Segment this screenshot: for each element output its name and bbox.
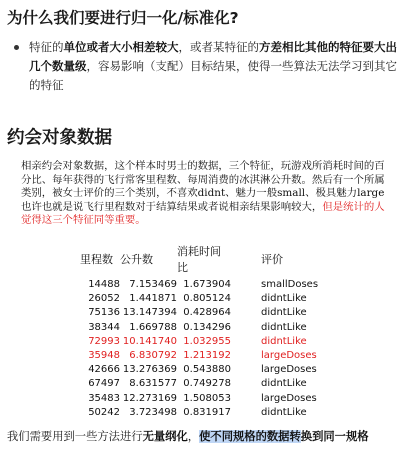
- table-cell: didntLike: [261, 406, 307, 418]
- header-rating: 评价: [261, 253, 283, 266]
- table-cell: 42666: [88, 364, 120, 376]
- dating-data-paragraph: [21, 160, 391, 228]
- table-cell: largeDoses: [261, 364, 317, 376]
- table-row: [80, 349, 341, 363]
- table-cell: 10.141740: [122, 335, 177, 347]
- footer-bold: 无量纲化: [142, 430, 188, 443]
- footer-pre: 我们需要用到一些方法进行: [7, 430, 143, 443]
- table-cell: didntLike: [261, 293, 307, 305]
- table-cell: 0.831917: [183, 406, 231, 418]
- table-cell: didntLike: [261, 321, 307, 333]
- table-cell: 0.543880: [183, 364, 231, 376]
- footer-sep: ，: [187, 430, 200, 443]
- table-cell: 1.673904: [183, 279, 231, 290]
- header-mileage: 里程数: [80, 253, 113, 266]
- table-cell: 0.805124: [183, 293, 231, 305]
- bullet-item: [14, 38, 406, 95]
- table-row: [80, 292, 341, 306]
- table-cell: 1.508053: [183, 392, 231, 404]
- table-cell: 12.273169: [122, 392, 177, 404]
- table-cell: 13.276369: [122, 364, 177, 376]
- table-cell: 1.213192: [183, 350, 231, 362]
- table-cell: didntLike: [261, 307, 307, 319]
- table-row: [80, 335, 341, 349]
- table-cell: largeDoses: [261, 392, 317, 404]
- dating-data-table: [80, 243, 341, 420]
- table-cell: 6.830792: [129, 350, 177, 362]
- table-row: [80, 306, 341, 320]
- bullet-text-pre: 特征的: [29, 40, 64, 54]
- bullet-text: [29, 38, 406, 95]
- table-cell: 0.428964: [183, 307, 231, 319]
- bullet-dot-icon: [14, 45, 19, 50]
- table-cell: 0.134296: [183, 321, 231, 333]
- bullet-text-mid: ，或者某特征的: [178, 40, 259, 54]
- table-row: [80, 406, 341, 420]
- table-cell: 1.032955: [183, 335, 231, 347]
- header-liters: 公升数: [120, 253, 153, 266]
- table-header-row: [80, 243, 341, 278]
- table-cell: 35483: [88, 392, 120, 404]
- table-row: [80, 392, 341, 406]
- table-row: [80, 321, 341, 335]
- footer-highlight[interactable]: 使不同规格的数据转: [199, 430, 301, 443]
- table-cell: 1.441871: [129, 293, 177, 305]
- table-cell: 67497: [88, 378, 120, 390]
- section-heading-normalization: 为什么我们要进行归一化/标准化?: [7, 9, 239, 27]
- table-cell: 26052: [88, 293, 120, 305]
- table-cell: 14488: [88, 279, 120, 290]
- bullet-bold-units: 单位或者大小相差较大: [63, 40, 179, 54]
- table-cell: 38344: [88, 321, 120, 333]
- table-cell: didntLike: [261, 335, 307, 347]
- table-cell: 75136: [88, 307, 120, 319]
- table-row: [80, 377, 341, 391]
- table-cell: largeDoses: [261, 350, 317, 362]
- table-cell: 1.669788: [129, 321, 177, 333]
- paragraph-red-note: 但是统计的人觉得这三个特征同等重要。: [21, 200, 385, 226]
- table-row: [80, 278, 341, 292]
- table-cell: didntLike: [261, 378, 307, 390]
- table-cell: 7.153469: [129, 279, 177, 290]
- table-cell: 0.749278: [183, 378, 231, 390]
- bullet-bold-variance: 方差相比其他的特征要大出几个数量级: [29, 40, 397, 73]
- table-cell: 3.723498: [129, 406, 177, 418]
- table-cell: 13.147394: [122, 307, 177, 319]
- header-time-ratio: 消耗时间比: [177, 245, 221, 274]
- footer-text: [7, 428, 407, 444]
- bullet-text-post: ，容易影响（支配）目标结果，使得一些算法无法学习到其它的特征: [29, 59, 397, 92]
- paragraph-text: 相亲约会对象数据，这个样本时男士的数据，三个特征，玩游戏所消耗时间的百分比、每年获得的飞行常客里程数、每周消费的冰淇淋公升数。然后有一个所属类别，被女士评价的三个类别，不喜欢didnt、魅力一般small、极具魅力large也许也就是说飞行里程数对于结算结果或者说相亲结果影响较大，: [21, 160, 385, 213]
- section-heading-dating-data: 约会对象数据: [7, 128, 112, 148]
- table-cell: 8.631577: [129, 378, 177, 390]
- footer-post: 换到同一规格: [300, 430, 369, 443]
- table-cell: 50242: [88, 406, 120, 418]
- table-cell: smallDoses: [261, 279, 319, 290]
- table-cell: 72993: [88, 335, 120, 347]
- table-row: [80, 363, 341, 377]
- table-cell: 35948: [88, 350, 120, 362]
